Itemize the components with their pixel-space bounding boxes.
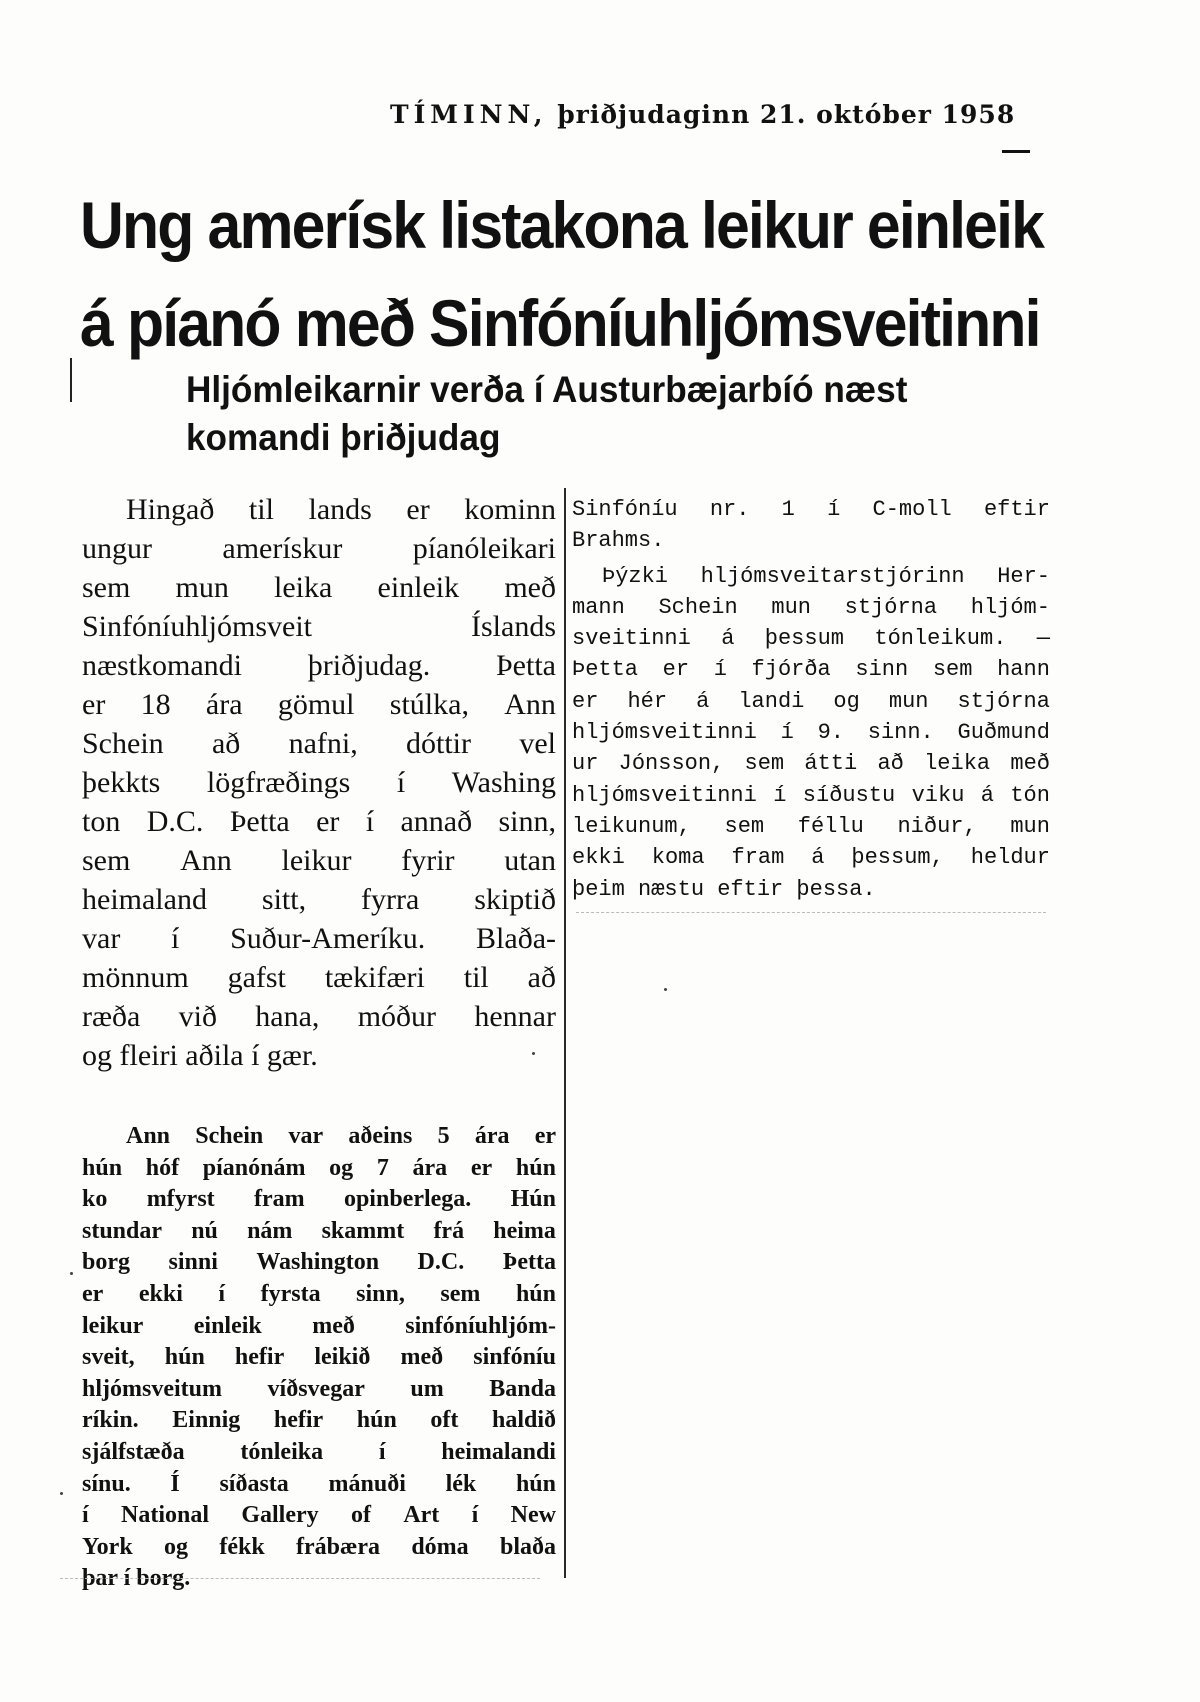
word: kominn (464, 493, 556, 526)
text-line (572, 654, 1050, 685)
word: Washington (256, 1249, 380, 1276)
word: Sinfóníu (572, 497, 678, 522)
word: ur (572, 751, 599, 777)
word: átti (804, 751, 858, 777)
text-line (572, 780, 1050, 811)
word: við (178, 1000, 217, 1033)
word: einleik (377, 571, 460, 604)
word: tónleika (240, 1438, 324, 1465)
text-line (82, 1184, 556, 1216)
word: sem (724, 813, 765, 839)
word: tækifæri (324, 961, 425, 994)
text-line (82, 1247, 556, 1279)
text-line (82, 1500, 556, 1532)
word: gafst (227, 961, 286, 994)
word: hefir (234, 1344, 285, 1371)
text-line (82, 685, 556, 724)
word: blaða (499, 1533, 556, 1560)
word: féllu (797, 813, 864, 839)
word: leikur (281, 844, 352, 877)
word: sinn, (356, 1280, 405, 1307)
word: hljómsveitum (82, 1375, 222, 1402)
word: 9. (817, 720, 844, 746)
issue-date: þriðjudaginn 21. október 1958 (557, 100, 1016, 129)
word: á (721, 626, 735, 652)
word: hóf (145, 1154, 180, 1181)
text-line (82, 802, 556, 841)
word: mann (572, 594, 625, 620)
word: í (713, 657, 727, 683)
word: Hún (510, 1186, 556, 1213)
word: sem (440, 1280, 481, 1307)
word: leika (924, 751, 991, 777)
word: sinfóníu (473, 1344, 556, 1371)
subheadline (186, 366, 1003, 462)
word: mun (175, 571, 229, 604)
word: York (82, 1533, 133, 1560)
word: í (378, 1438, 386, 1465)
word: Jónsson, (618, 751, 725, 777)
text-line (82, 646, 556, 685)
word: tón (1010, 782, 1050, 808)
word: Þetta (229, 805, 290, 838)
headline (80, 176, 1044, 372)
right-column (572, 494, 1050, 905)
word: mun (888, 688, 929, 714)
word: sinn. (867, 720, 934, 746)
word: koma (651, 845, 705, 871)
column-divider (564, 488, 566, 1578)
word: sinfóníuhljóm- (405, 1312, 556, 1339)
text-line (82, 919, 556, 958)
text-line (82, 841, 556, 880)
print-speck (664, 988, 667, 991)
word: er (82, 1280, 104, 1307)
print-speck (60, 1492, 63, 1495)
word: ekki (572, 845, 625, 871)
word: Art (403, 1502, 440, 1529)
word: Hingað (126, 493, 215, 526)
left-paragraph-1 (82, 490, 556, 1075)
word: sem (744, 751, 785, 777)
word: heimalandi (441, 1438, 556, 1465)
word: hún (164, 1344, 205, 1371)
word: tónleikum. (874, 626, 1007, 652)
word: var (82, 922, 121, 955)
word: Schein (195, 1123, 264, 1149)
masthead-rule (1002, 150, 1030, 153)
word: Þetta (496, 649, 556, 682)
word: sitt, (261, 883, 307, 916)
word: heldur (970, 845, 1050, 871)
word: sinn (855, 657, 909, 683)
word: víðsvegar (267, 1375, 365, 1402)
word: að (527, 961, 556, 994)
text-line (572, 748, 1050, 779)
word: hefir (273, 1407, 324, 1434)
word: fjórða (751, 657, 831, 683)
word: leika (274, 571, 333, 604)
word: borg (82, 1249, 130, 1276)
word: leikið (314, 1344, 371, 1371)
right-paragraph-2 (572, 561, 1050, 905)
word: 5 (437, 1123, 450, 1149)
word: C-moll (872, 497, 952, 522)
word: næstkomandi (82, 649, 243, 682)
word: hljómsveitinni (572, 782, 757, 808)
word: fram (731, 845, 785, 871)
word: Sinfóníuhljómsveit (82, 610, 313, 643)
word: sínu. (82, 1470, 131, 1497)
word: gömul (277, 688, 355, 721)
word: hún (515, 1154, 556, 1181)
word: í (827, 497, 841, 522)
word: sveitinni (572, 626, 691, 652)
text-line (572, 811, 1050, 842)
left-column (82, 490, 556, 1595)
word: 18 (140, 688, 171, 721)
word: mánuði (328, 1470, 406, 1497)
word: fékk (219, 1533, 265, 1560)
word: ekki (138, 1280, 183, 1307)
word: D.C. (146, 805, 204, 838)
text-line (82, 1405, 556, 1437)
word: Þýzki (602, 563, 669, 589)
word: er (316, 805, 340, 838)
word: frá (433, 1217, 465, 1244)
word: stúlka, (389, 688, 469, 721)
text-line: og fleiri aðila í gær. (82, 1039, 318, 1072)
word: í (396, 766, 406, 799)
text-line: þeim næstu eftir þessa. (572, 876, 876, 902)
word: Ann (126, 1123, 171, 1149)
word: og (164, 1533, 188, 1560)
text-line (572, 623, 1050, 654)
headline-line: Ung amerísk listakona leikur einleik (80, 188, 1044, 262)
margin-mark (70, 358, 72, 402)
word: í (171, 922, 180, 955)
word: hann (997, 657, 1050, 683)
text-line (82, 1532, 556, 1564)
word: hljóm- (970, 594, 1050, 620)
word: píanónám (202, 1154, 306, 1181)
word: oft (430, 1407, 459, 1434)
word: sem (82, 571, 131, 604)
text-line (572, 717, 1050, 748)
word: síðustu (802, 782, 896, 808)
text-line (82, 607, 556, 646)
word: ára (205, 688, 243, 721)
word: og (329, 1154, 354, 1181)
text-line (82, 1121, 556, 1153)
word: Blaða- (476, 922, 556, 955)
text-line: þar í borg. (82, 1565, 191, 1592)
word: Einnig (172, 1407, 241, 1434)
word: mönnum (82, 961, 189, 994)
word: mfyrst (146, 1186, 215, 1213)
word: Ann (180, 844, 232, 877)
word: amerískur (222, 532, 343, 565)
text-line (572, 686, 1050, 717)
word: í (773, 782, 787, 808)
word: 7 (376, 1154, 389, 1181)
word: fram (253, 1186, 305, 1213)
word: dóma (411, 1533, 469, 1560)
word: mun (771, 594, 811, 620)
word: síðasta (219, 1470, 289, 1497)
word: ræða (82, 1000, 141, 1033)
left-paragraph-2 (82, 1121, 556, 1595)
text-line (82, 1469, 556, 1501)
word: skiptið (474, 883, 556, 916)
word: stjórna (844, 594, 938, 620)
text-line (572, 592, 1050, 623)
word: móður (357, 1000, 437, 1033)
text-line (82, 1279, 556, 1311)
word: eftir (983, 497, 1050, 522)
word: hún (515, 1470, 556, 1497)
word: Þetta (502, 1249, 556, 1276)
word: til (248, 493, 274, 526)
word: sveit, (82, 1344, 135, 1371)
word: National (121, 1502, 210, 1529)
word: sinn, (498, 805, 556, 838)
word: sinni (168, 1249, 218, 1276)
word: er (534, 1123, 556, 1149)
word: Banda (489, 1375, 556, 1402)
word: hljómsveitarstjórinn (700, 563, 965, 589)
word: ko (82, 1186, 108, 1213)
word: vel (519, 727, 556, 760)
clipping-bottom-rule (60, 1578, 540, 1579)
subheadline-line: komandi þriðjudag (186, 417, 501, 458)
word: ton (82, 805, 121, 838)
text-line (82, 763, 556, 802)
word: D.C. (417, 1249, 465, 1276)
text-line (82, 880, 556, 919)
word: Schein (82, 727, 164, 760)
word: að (211, 727, 241, 760)
word: — (1036, 626, 1050, 652)
word: sjálfstæða (82, 1438, 185, 1465)
word: stundar (82, 1217, 163, 1244)
word: um (410, 1375, 444, 1402)
word: frábæra (296, 1533, 380, 1560)
word: Íslands (471, 610, 556, 643)
word: Schein (658, 594, 738, 620)
word: ára (474, 1123, 510, 1149)
word: annað (400, 805, 473, 838)
word: sem (82, 844, 131, 877)
subheadline-line: Hljómleikarnir verða í Austurbæjarbíó næst (186, 369, 908, 410)
word: heimaland (82, 883, 207, 916)
column-end-rule (576, 912, 1046, 913)
word: þessum, (851, 845, 944, 871)
text-line (82, 568, 556, 607)
word: er (662, 657, 690, 683)
word: lék (445, 1470, 477, 1497)
word: var (288, 1123, 324, 1149)
word: er (572, 688, 599, 714)
text-line (572, 561, 1050, 592)
word: leikunum, (572, 813, 691, 839)
word: með (1010, 751, 1050, 777)
word: er (82, 688, 106, 721)
word: opinberlega. (343, 1186, 472, 1213)
word: dóttir (406, 727, 472, 760)
word: of (350, 1502, 371, 1529)
word: með (400, 1344, 444, 1371)
text-line (82, 490, 556, 529)
word: þessum (764, 626, 844, 652)
word: hljómsveitinni (572, 720, 757, 746)
word: skammt (321, 1217, 405, 1244)
word: í (82, 1502, 89, 1529)
word: aðeins (348, 1123, 413, 1149)
word: mun (1010, 813, 1050, 839)
text-line (82, 1437, 556, 1469)
word: hún (82, 1154, 123, 1181)
word: Her- (997, 563, 1050, 589)
word: niður, (897, 813, 977, 839)
word: Þetta (572, 657, 639, 683)
word: í (365, 805, 375, 838)
word: haldið (491, 1407, 556, 1434)
word: á (811, 845, 825, 871)
text-line (82, 1374, 556, 1406)
word: fyrir (401, 844, 455, 877)
text-line (82, 724, 556, 763)
text-line: Brahms. (572, 528, 665, 554)
word: lögfræðings (206, 766, 351, 799)
word: ríkin. (82, 1407, 139, 1434)
word: með (312, 1312, 355, 1339)
word: einleik (193, 1312, 262, 1339)
word: með (504, 571, 556, 604)
text-line (572, 842, 1050, 873)
word: fyrsta (260, 1280, 321, 1307)
word: í (471, 1502, 479, 1529)
word: á (980, 782, 994, 808)
text-line (82, 1342, 556, 1374)
word: nám (247, 1217, 293, 1244)
right-paragraph-1 (572, 494, 1050, 557)
word: Washing (451, 766, 556, 799)
word: þekkts (82, 766, 161, 799)
word: 1 (781, 497, 795, 522)
word: Í (170, 1470, 180, 1497)
word: lands (308, 493, 372, 526)
word: nú (191, 1217, 218, 1244)
word: ára (412, 1154, 448, 1181)
word: Guðmund (957, 720, 1050, 746)
text-line (82, 1216, 556, 1248)
word: sem (932, 657, 973, 683)
word: fyrra (361, 883, 420, 916)
word: er (406, 493, 430, 526)
word: í (780, 720, 794, 746)
word: er (470, 1154, 493, 1181)
word: ungur (82, 532, 152, 565)
print-speck (70, 1272, 73, 1275)
word: á (696, 688, 710, 714)
word: hana, (255, 1000, 320, 1033)
word: New (510, 1502, 556, 1529)
word: nr. (709, 497, 750, 522)
text-line (82, 529, 556, 568)
word: í (218, 1280, 226, 1307)
word: Suður-Ameríku. (230, 922, 426, 955)
word: píanóleikari (412, 532, 556, 565)
word: heima (493, 1217, 556, 1244)
word: nafni, (288, 727, 358, 760)
text-line (82, 1153, 556, 1185)
headline-line: á píanó með Sinfóníuhljómsveitinni (80, 286, 1040, 360)
word: og (833, 688, 860, 714)
word: hún (515, 1280, 556, 1307)
text-line (82, 997, 556, 1036)
word: að (877, 751, 904, 777)
word: landi (738, 688, 805, 714)
word: hennar (474, 1000, 556, 1033)
text-line (82, 958, 556, 997)
word: þriðjudag. (307, 649, 431, 682)
word: hún (356, 1407, 397, 1434)
word: Ann (504, 688, 556, 721)
word: hér (627, 688, 668, 714)
text-line (82, 1311, 556, 1343)
word: utan (504, 844, 556, 877)
word: Gallery (241, 1502, 319, 1529)
masthead (390, 100, 1030, 129)
newspaper-name: TÍMINN, (390, 100, 548, 129)
word: til (463, 961, 489, 994)
print-speck (532, 1052, 535, 1055)
word: leikur (82, 1312, 144, 1339)
word: stjórna (957, 688, 1050, 714)
word: viku (911, 782, 965, 808)
text-line (572, 494, 1050, 525)
